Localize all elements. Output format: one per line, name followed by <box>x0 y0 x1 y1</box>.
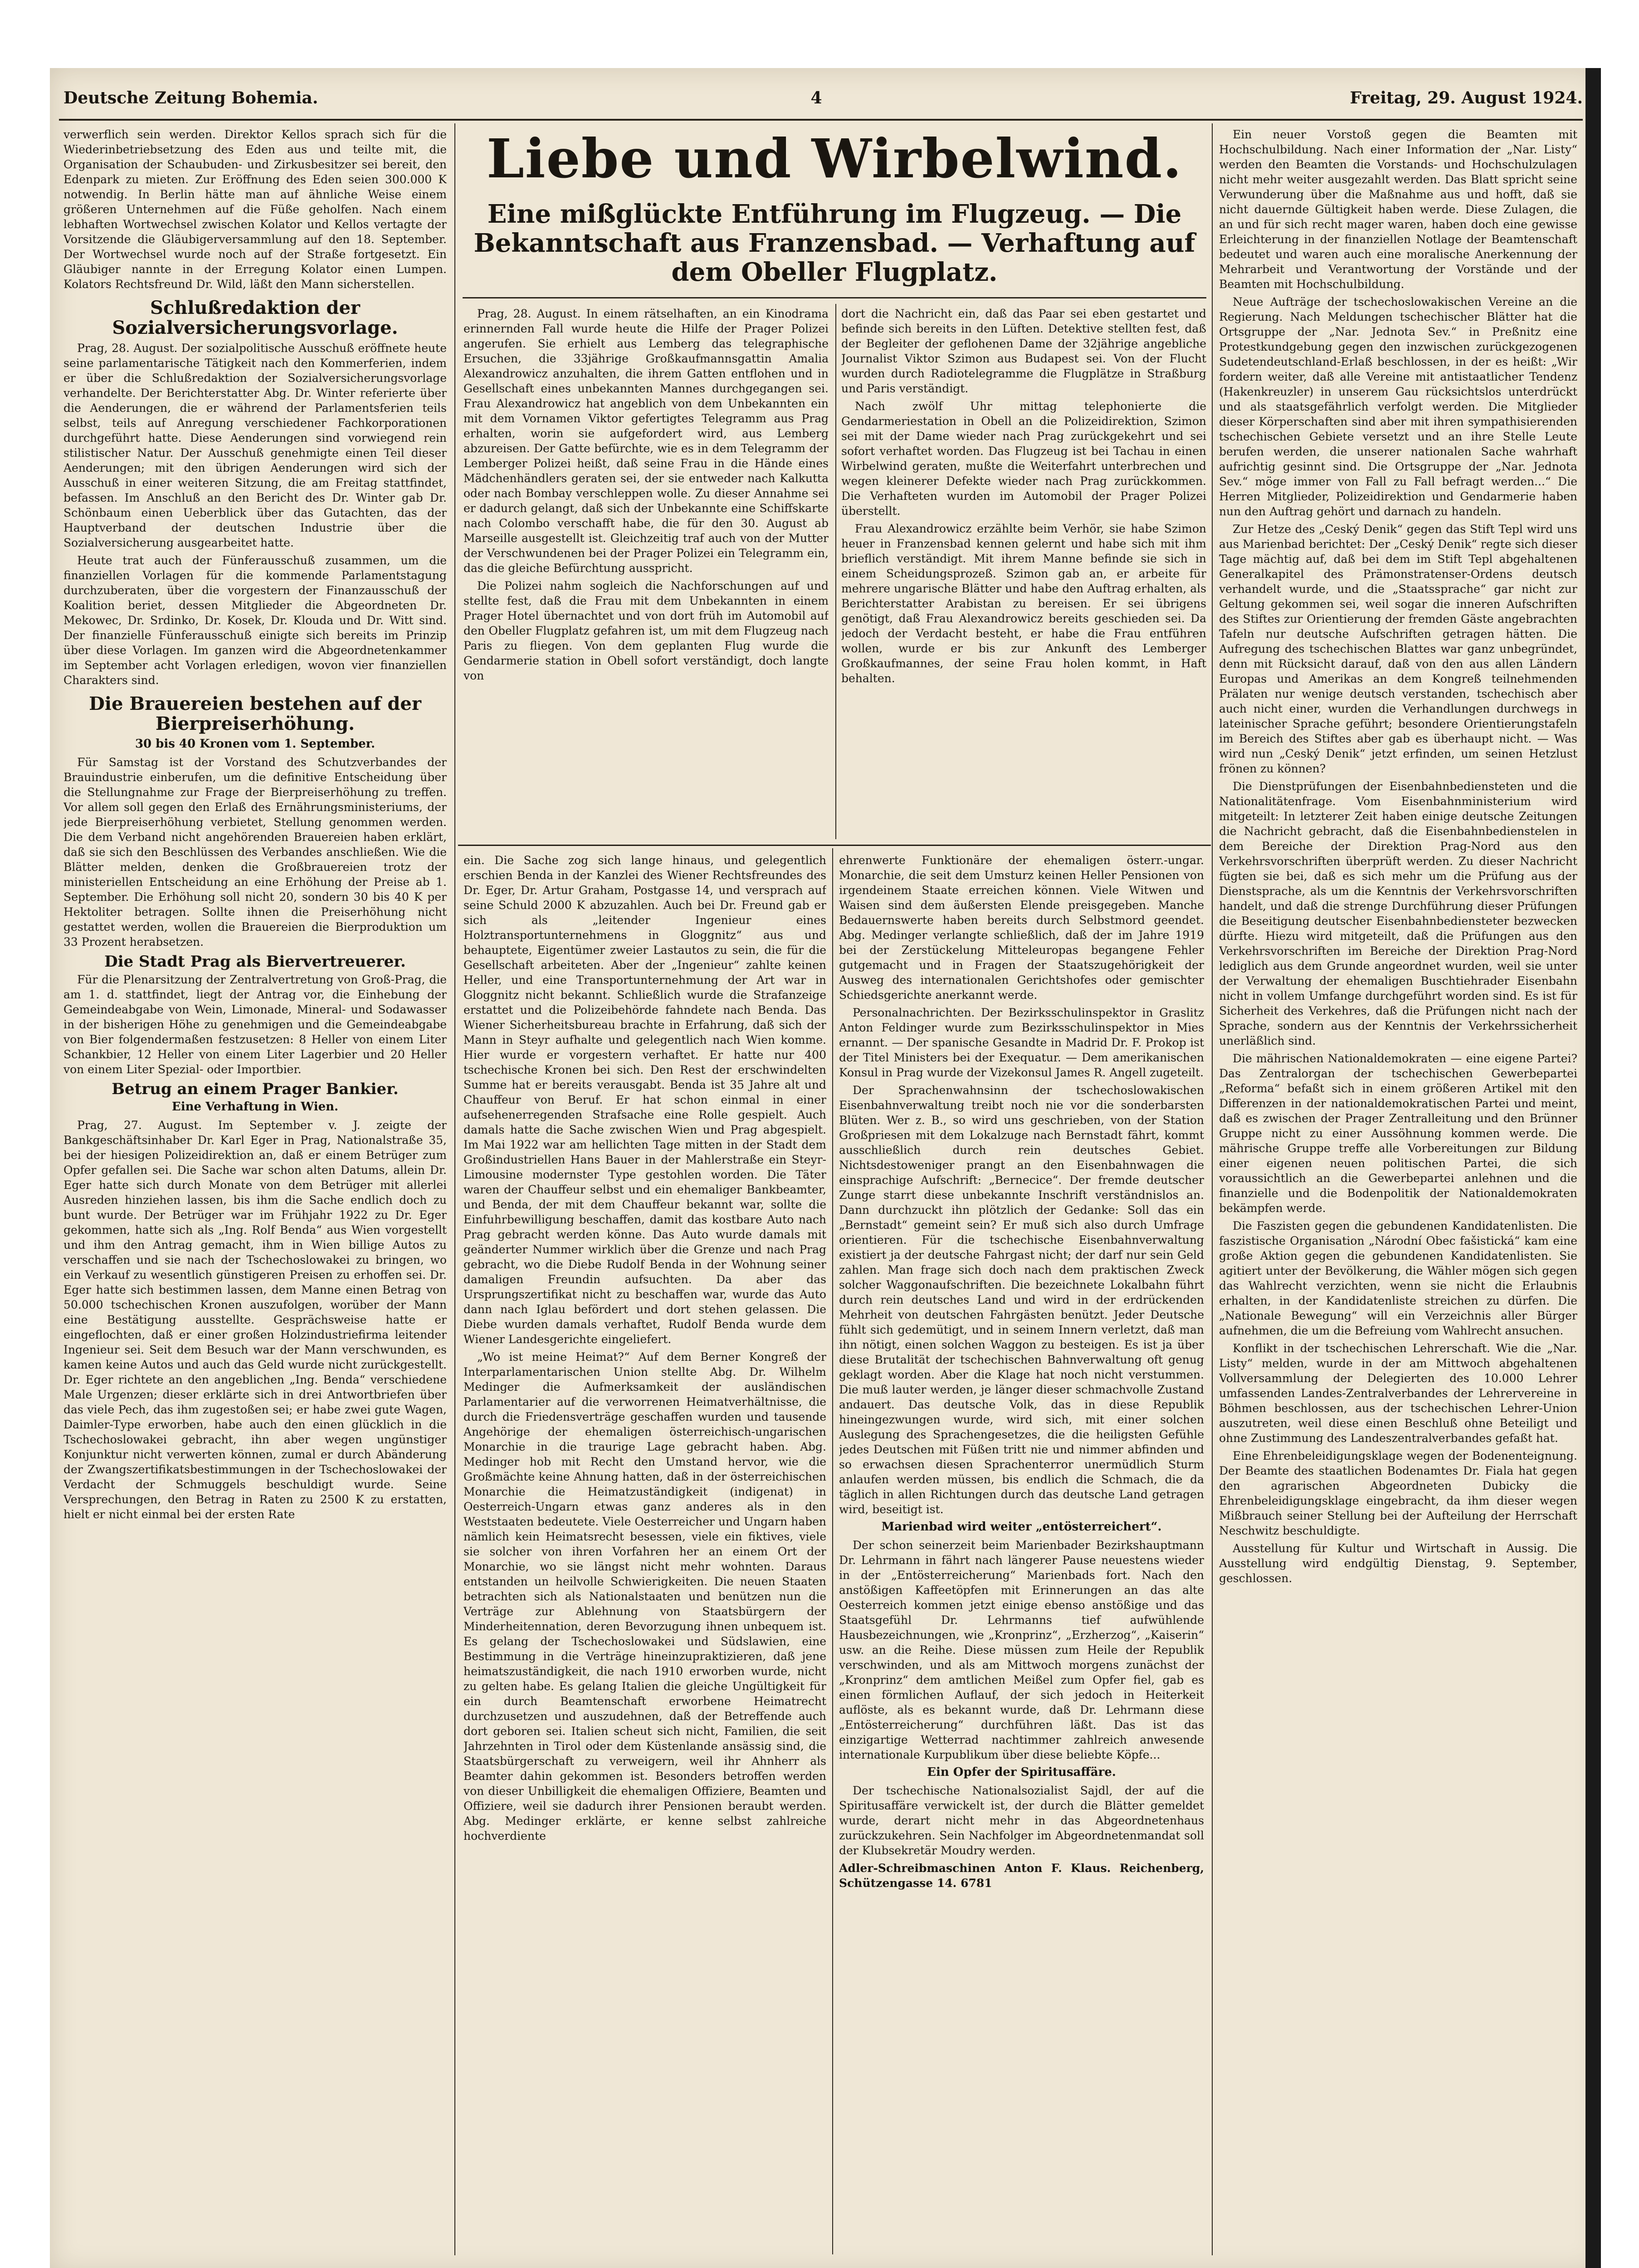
headline-stadt-prag: Die Stadt Prag als Biervertreuerer. <box>104 953 406 971</box>
newspaper-page <box>50 68 1601 2268</box>
article-text: Zur Hetze des „Ceský Denik“ gegen das Stift Tepl wird uns aus Marienbad berichtet: Der „Ceský Denik“ regte sich dieser Tage mächtig auf, daß bei dem im Stift Tepl abgehaltenen Generalkapitel des Prämonstratenser-Ordens deutsch verhandelt wurde, und die „Staatssprache“ gar nicht zur Geltung gekommen sei, weil sogar die inneren Aufschriften des Stiftes zur Orientierung der fremden Gäste angebrachten Tafeln nur deutsche Aufschriften getragen hätten. Die Aufregung des tschechischen Blattes war ganz unbegründet, denn mit Rücksicht darauf, daß von den aus allen Ländern Europas und Amerikas an dem Kongreß teilnehmenden Prälaten nur wenige deutsch verstanden, tschechisch aber auch nicht einer, wurden die Verhandlungen durchwegs in lateinischer Sprache geführt; besondere Orientierungstafeln im Bereich des Stiftes aber gab es überhaupt nicht. — Was wird nun „Ceský Denik“ jetzt erfinden, um seinen Hetzlust frönen zu können? <box>1219 523 1577 775</box>
page-number: 4 <box>810 88 822 108</box>
feature-deck: Eine mißglückte Entführung im Flugzeug. — Die Bekanntschaft aus Franzensbad. — Verhaftung auf dem Obeller Flugplatz. <box>473 199 1195 287</box>
article-text: Frau Alexandrowicz erzählte beim Verhör, sie habe Szimon heuer in Franzensbad kennen gelernt und habe sich mit ihm brieflich verständigt. Mit ihrem Manne befinde sie sich in einem Scheidungsprozeß. Szimon gab an, er arbeite für mehrere ungarische Blätter und habe den Auftrag erhalten, als Berichterstatter Arabistan zu bereisen. Er sei übrigens genötigt, daß Frau Alexandrowicz bereits geschieden sei. Da jedoch der Verdacht besteht, er habe die Frau entführen wollen, wurde er bis zur Ankunft des Lemberger Großkaufmannes, der seine Frau holen kommt, in Haft behalten. <box>841 522 1206 685</box>
article-text: Eine Ehrenbeleidigungsklage wegen der Bodenenteignung. Der Beamte des staatlichen Bodenamtes Dr. Fiala hat gegen den agrarischen Abgeordneten Dubicky die Ehrenbeleidigungsklage eingebracht, da ihm dieser wegen Mißbrauch seiner Stellung bei der Aufteilung der Herrschaft Neschwitz beschuldigte. <box>1219 1449 1577 1537</box>
feature-column-left <box>463 306 829 841</box>
column-divider <box>835 304 836 839</box>
masthead-date: Freitag, 29. August 1924. <box>1350 88 1583 108</box>
column-4 <box>839 853 1204 2254</box>
headline-marienbad: Marienbad wird weiter „entösterreichert“. <box>881 1520 1162 1534</box>
headline-spiritusaffaere: Ein Opfer der Spiritusaffäre. <box>927 1765 1116 1779</box>
article-text: Prag, 28. August. In einem rätselhaften, an ein Kinodrama erinnernden Fall wurde heute die Hilfe der Prager Polizei angerufen. Sie erhielt aus Lemberg das telegraphische Ersuchen, die 33jährige Großkaufmannsgattin Amalia Alexandrowicz anzuhalten, die ihrem Gatten entflohen und in Gesellschaft eines unbekannten Mannes durchgegangen sei. Frau Alexandrowicz hat angeblich von dem Unbekannten ein mit dem Vornamen Viktor gefertigtes Telegramm aus Prag erhalten, worin sie aufgefordert wird, aus Lemberg abzureisen. Der Gatte befürchte, wie es in dem Telegramm der Lemberger Polizei heißt, daß seine Frau in die Hände eines Mädchenhändlers geraten sei, der sie entweder nach Kalkutta oder nach Bombay verschleppen wolle. Zu dieser Annahme sei er dadurch gelangt, daß sich der Unbekannte eine Schiffskarte nach Colombo verschafft habe, die für den 30. August ab Marseille ausgestellt ist. Gleichzeitig traf auch von der Mutter der Verschwundenen bei der Prager Polizei ein Telegramm ein, das die gleiche Befürchtung ausspricht. <box>463 307 829 575</box>
column-divider <box>1212 123 1213 2255</box>
article-text: Der schon seinerzeit beim Marienbader Bezirkshauptmann Dr. Lehrmann in fährt nach längerer Pause neuestens wieder in der „Entösterreicherung“ Marienbads fort. Nach den anstößigen Kaffeetöpfen mit Erinnerungen an das alte Oesterreich kommen jetzt einige ebenso anstößige und das Staatsgefühl Dr. Lehrmanns tief aufwühlende Hausbezeichnungen, wie „Kronprinz“, „Erzherzog“, „Kaiserin“ usw. an die Reihe. Diese müssen zum Heile der Republik verschwinden, und als am Mittwoch morgens zunächst der „Kronprinz“ dem amtlichen Meißel zum Opfer fiel, gab es einen förmlichen Auflauf, der sich jedoch in Heiterkeit auflöste, als es bekannt wurde, daß Dr. Lehrmann diese „Entösterreicherung“ durchführen läßt. Das ist das einzigartige Wetterrad nachtimmer zahlreich anwesende internationale Kurpublikum über diese beliebte Köpfe... <box>839 1539 1204 1761</box>
column-1 <box>63 127 447 2254</box>
article-text: Der tschechische Nationalsozialist Sajdl, der auf die Spiritusaffäre verwickelt ist, der durch die Blätter gemeldet wurde, derart nicht mehr in das Abgeordnetenhaus zurückzukehren. Sein Nachfolger im Abgeordnetenmandat soll der Klubsekretär Moudry werden. <box>839 1784 1204 1857</box>
headline-sozialversicherung: Schlußredaktion der Sozialversicherungsvorlage. <box>112 297 398 338</box>
article-continuation: ein. Die Sache zog sich lange hinaus, und gelegentlich erschien Benda in der Kanzlei des Wiener Rechtsfreundes des Dr. Eger, Dr. Artur Graham, Postgasse 14, und versprach auf seine Schuld 2000 K abzuzahlen. Auch bei Dr. Freund gab er sich als „leitender Ingenieur eines Holztransportunternehmens in Gloggnitz“ aus und behauptete, Eigentümer zweier Lastautos zu sein, die für die Gesellschaft arbeiteten. Aber der „Ingenieur“ zahlte keinen Heller, und eine Transportunternehmung der Art war in Gloggnitz nicht bekannt. Schließlich wurde die Strafanzeige erstattet und die Polizeibehörde fahndete nach Benda. Das Wiener Sicherheitsbureau brachte in Erfahrung, daß sich der Mann in Steyr aufhalte und gelegentlich nach Wien komme. Hier wurde er vorgestern verhaftet. Er hatte nur 400 tschechische Kronen bei sich. Den Rest der erschwindelten Summe hat er bereits verausgabt. Benda ist 35 Jahre alt und Chauffeur von Beruf. Er hat schon einmal in einer aufsehenerregenden Strafsache eine Rolle gespielt. Auch damals hatte die Sache zwischen Wien und Prag abgespielt. Im Mai 1922 war am hellichten Tage mitten in der Stadt dem Großindustriellen Hans Bauer in der Mahlerstraße ein Steyr-Limousine modernster Type gestohlen worden. Die Täter waren der Chauffeur selbst und ein ehemaliger Bankbeamter, und Benda, der mit dem Chauffeur bekannt war, sollte die Einfuhrbewilligung beschaffen, damit das kostbare Auto nach Prag gebracht werden könne. Das Auto wurde damals mit geänderter Nummer wirklich über die Grenze und nach Prag gebracht, wo die Diebe Rudolf Benda in der Wohnung seiner damaligen Freundin aufsuchten. Da aber das Ursprungszertifikat nicht zu beschaffen war, wurde das Auto dann nach Iglau befördert und dort stehen gelassen. Die Diebe wurden damals verhaftet, Rudolf Benda wurde dem Wiener Landesgerichte eingeliefert. <box>463 854 826 1346</box>
article-text: Nach zwölf Uhr mittag telephonierte die Gendarmeriestation in Obell an die Polizeidirektion, Szimon sei mit der Dame wieder nach Prag zurückgekehrt und sei sofort verhaftet worden. Das Flugzeug ist bei Tachau in einen Wirbelwind geraten, mußte die Weiterfahrt unterbrechen und wegen kleinerer Defekte wieder nach Prag zurückkommen. Die Verhafteten wurden im Automobil der Prager Polizei überstellt. <box>841 400 1206 518</box>
article-text: Neue Aufträge der tschechoslowakischen Vereine an die Regierung. Nach Meldungen tschechischer Blätter hat die Ortsgruppe der „Nar. Jednota Sev.“ in Preßnitz eine Protestkundgebung gegen den inzwischen zurückgezogenen Sudetendeutschland-Erlaß beschlossen, in der es heißt: „Wir fordern weiter, daß alle Vereine mit antistaatlicher Tendenz (Hakenkreuzler) in unserem Gau rücksichtslos unterdrückt und als staatsgefährlich verfolgt werden. Die Mitglieder dieser Körperschaften sind aber mit ihren sympathisierenden tschechischen Gebiete versetzt und an ihre Stelle Leute berufen werden, die unserer nationalen Sache wahrhaft aufrichtig gesinnt sind. Die Ortsgruppe der „Nar. Jednota Sev.“ möge immer von Fall zu Fall befragt werden...“ Die Herren Mitglieder, Polizeidirektion und Gendarmerie haben nun den Auftrag gehört und darnach zu handeln. <box>1219 295 1577 518</box>
column-divider <box>454 123 455 2255</box>
column-divider <box>832 848 833 2254</box>
article-text: Für Samstag ist der Vorstand des Schutzverbandes der Brauindustrie einberufen, um die definitive Entscheidung über die Stellungnahme zur Frage der Bierpreiserhöhung zu treffen. Vor allem soll gegen den Erlaß des Ernährungsministeriums, der jede Bierpreiserhöhung verbietet, Stellung genommen werden. Die dem Verband nicht angehörenden Brauereien haben erklärt, daß sie sich den Beschlüssen des Verbandes anschließen. Wie die Blätter melden, denken die Großbrauereien trotz der ministeriellen Entscheidung an eine Erhöhung der Preise ab 1. September. Die Erhöhung soll nicht 20, sondern 30 bis 40 K per Hektoliter betragen. Sollte ihnen die Preiserhöhung nicht gestattet werden, wollen die Brauereien die Bierproduktion um 33 Prozent herabsetzen. <box>63 756 447 948</box>
feature-column-right <box>841 306 1206 841</box>
column-5 <box>1219 127 1577 2254</box>
article-text: Ein neuer Vorstoß gegen die Beamten mit Hochschulbildung. Nach einer Information der „Nar. Listy“ werden den Beamten die Vorstands- und Hochschulzulagen nicht mehr weiter ausgezahlt werden. Das Blatt spricht seine Verwunderung über die Maßnahme aus und hofft, daß sie nicht dauernde Gültigkeit haben werde. Diese Zulagen, die an und für sich recht mager waren, haben doch eine gewisse Erleichterung in der finanziellen Notlage der Beamtenschaft bedeutet und waren auch eine moralische Anerkennung der Mehrarbeit und Verantwortung der Vorstände und der Beamten mit Hochschulbildung. <box>1219 128 1577 291</box>
article-text: Die mährischen Nationaldemokraten — eine eigene Partei? Das Zentralorgan der tschechischen Gewerbepartei „Reforma“ befaßt sich in einem größeren Artikel mit den Differenzen in der nationaldemokratischen Partei und meint, daß es zwischen der Prager Zentralleitung und den Brünner Gruppe nicht zu einer Aussöhnung kommen werde. Die mährische Gruppe treffe alle Vorbereitungen zur Bildung einer eigenen neuen politischen Partei, die sich voraussichtlich an die Gewerbepartei anlehnen und die finanzielle und die Bodenpolitik der Nationaldemokraten bekämpfen werde. <box>1219 1052 1577 1215</box>
article-text: Personalnachrichten. Der Bezirksschulinspektor in Graslitz Anton Feldinger wurde zum Bezirksschulinspektor in Mies ernannt. — Der spanische Gesandte in Madrid Dr. F. Prokop ist der Titel Ministers bei der Exequatur. — Dem amerikanischen Konsul in Prag wurde der Vizekonsul James R. Angell zugeteilt. <box>839 1006 1204 1079</box>
article-text: Konflikt in der tschechischen Lehrerschaft. Wie die „Nar. Listy“ melden, wurde in der am Mittwoch abgehaltenen Vollversammlung der Delegierten des 10.000 Lehrer umfassenden Landes-Zentralverbandes der Lehrervereine in Böhmen beschlossen, aus der tschechischen Lehrer-Union auszutreten, weil diese einen Beschluß ohne Beteiligt und ohne Zustimmung des Landeszentralverbandes gefaßt hat. <box>1219 1342 1577 1445</box>
masthead-paper-name: Deutsche Zeitung Bohemia. <box>63 88 318 108</box>
masthead-rule <box>59 119 1583 121</box>
article-text: Die Polizei nahm sogleich die Nachforschungen auf und stellte fest, daß die Frau mit dem Unbekannten in einem Prager Hotel übernachtet und von dort früh im Automobil auf den Obeller Flugplatz gefahren ist, um mit dem Flugzeug nach Paris zu fliegen. Von dem geplanten Flug wurde die Gendarmerie station in Obell sofort verständigt, doch langte von <box>463 579 829 682</box>
scan-binding-edge <box>1585 68 1601 2268</box>
article-text: Ausstellung für Kultur und Wirtschaft in Aussig. Die Ausstellung wird endgültig Dienstag, 9. September, geschlossen. <box>1219 1542 1577 1585</box>
article-continuation: verwerflich sein werden. Direktor Kellos sprach sich für die Wiederinbetriebsetzung des Eden aus und teilte mit, die Organisation der Schaubuden- und Zirkusbesitzer sei bereit, den Edenpark zu mieten. Zur Eröffnung des Eden seien 300.000 K notwendig. In Berlin hätte man auf ähnliche Weise einem größeren Unternehmen auf die Füße geholfen. Nach einem lebhaften Wortwechsel zwischen Kolator und Kellos vertagte der Vorsitzende die Gläubigerversammlung auf den 18. September. Der Wortwechsel wurde noch auf der Straße fortgesetzt. Ein Gläubiger nannte in der Erregung Kolator einen Lumpen. Kolators Rechtsfreund Dr. Wild, läßt den Mann sicherstellen. <box>63 128 447 291</box>
article-text: dort die Nachricht ein, daß das Paar sei eben gestartet und befinde sich bereits in den Lüften. Detektive stellten fest, daß der Begleiter der geflohenen Dame der 32jährige angebliche Journalist Viktor Szimon aus Budapest sei. Von der Flucht wurden durch Radiotelegramme die Flugplätze in Straßburg und Paris verständigt. <box>841 307 1206 395</box>
article-continuation: ehrenwerte Funktionäre der ehemaligen österr.-ungar. Monarchie, die seit dem Umsturz keinen Heller Pensionen von irgendeinem Staate erreichen können. Viele Witwen und Waisen sind dem äußersten Elende preisgegeben. Manche Bedauernswerte haben bereits durch Selbstmord geendet. Abg. Medinger verlangte schließlich, daß der im Jahre 1919 bei der Zerstückelung Mitteleuropas begangene Fehler gutgemacht und in Fragen der Staatszugehörigkeit der Ausweg des internationalen Gerichtshofes oder gemischter Schiedsgerichte anerkannt werde. <box>839 854 1204 1002</box>
column-3 <box>463 853 826 2254</box>
subheadline: Eine Verhaftung in Wien. <box>171 1100 339 1114</box>
article-text: Prag, 27. August. Im September v. J. zeigte der Bankgeschäftsinhaber Dr. Karl Eger in Prag, Nationalstraße 35, bei der hiesigen Polizeidirektion an, daß er einem Betrüger zum Opfer gefallen sei. Die Sache war schon alten Datums, allein Dr. Eger hatte sich durch Monate von dem Betrüger mit allerlei Ausreden hinziehen lassen, bis ihm die Sache endlich doch zu bunt wurde. Der Betrüger war im Frühjahr 1922 zu Dr. Eger gekommen, hatte sich als „Ing. Rolf Benda“ aus Wien vorgestellt und ihm den Antrag gemacht, ihm in Wien billige Autos zu verschaffen und sie nach der Tschechoslowakei zu bringen, wo ein Verkauf zu wesentlich günstigeren Preisen zu erhoffen sei. Dr. Eger hatte sich bestimmen lassen, dem Manne einen Betrag von 50.000 tschechischen Kronen auszufolgen, worüber der Mann eine Bestätigung ausstellte. Gesprächsweise hatte er eingeflochten, daß er einer großen Holzindustriefirma leitender Ingenieur sei. Seit dem Besuch war der Mann verschwunden, es kamen keine Autos und auch das Geld wurde nicht zurückgestellt. Dr. Eger richtete an den angeblichen „Ing. Benda“ verschiedene Male Urgenzen; dieser erklärte sich in drei Antwortbriefen über das viele Pech, das ihm zugestoßen sei; er habe zwei gute Wagen, Daimler-Type erworben, habe auch den einen glücklich in die Tschechoslowakei gebracht, ihn aber wegen ungünstiger Konjunktur nicht verwerten können, zumal er durch Abänderung der Zwangszertifikatsbestimmungen in der Tschechoslowakei der Verdacht der Schmuggels beschuldigt wurde. Seine Versprechungen, den Betrag in Raten zu 2500 K zu erstatten, hielt er nicht einmal bei der ersten Rate <box>63 1119 447 1521</box>
feature-headline: Liebe und Wirbelwind. <box>486 127 1183 190</box>
article-text: „Wo ist meine Heimat?“ Auf dem Berner Kongreß der Interparlamentarischen Union stellte Abg. Dr. Wilhelm Medinger die Aufmerksamkeit der ausländischen Parlamentarier auf die verworrenen Heimatverhältnisse, die durch die Friedensverträge geschaffen wurden und tausende Angehörige der ehemaligen österreichisch-ungarischen Monarchie in die traurige Lage gebracht haben. Abg. Medinger hob mit Recht den Umstand hervor, wie die Großmächte keine Ahnung hatten, daß in der österreichischen Monarchie die Heimatzuständigkeit (indigenat) in Oesterreich-Ungarn etwas ganz anderes als in den Weststaaten bedeutete. Viele Oesterreicher und Ungarn haben nämlich kein Heimatsrecht besessen, viele ein fiktives, viele sie solcher von ihren Vorfahren her an einem Ort der Monarchie, wo sie längst nicht mehr wohnten. Daraus entstanden un heilvolle Schwierigkeiten. Die neuen Staaten betrachten sich als Nationalstaaten und benützen nun die Verträge zur Ablehnung von Staatsbürgern der Minderheitennation, deren Bevorzugung ihnen unbequem ist. Es gelang der Tschechoslowakei und Südslawien, eine Bestimmung in die Verträge hineinzupraktizieren, daß jene heimatszuständigkeit, die nach 1910 erworben wurde, nicht zu gelten habe. Es gelang Italien die gleiche Ungültigkeit für ein durch Beamtenschaft erworbene Heimatrecht durchzusetzen und auszudehnen, daß der Betreffende auch dort geboren sei. Italien scheut sich nicht, Familien, die seit Jahrzehnten in Tirol oder dem Küstenlande ansässig sind, die Staatsbürgerschaft zu verweigern, weil ihr Ahnherr als Beamter dahin gekommen ist. Besonders betroffen werden von dieser Unbilligkeit die ehemaligen Offiziere, Beamten und Offiziere, weil sie dadurch ihrer Pensionen beraubt werden. Abg. Medinger erklärte, er kenne selbst zahlreiche hochverdiente <box>463 1350 826 1843</box>
subheadline: 30 bis 40 Kronen vom 1. September. <box>135 737 376 751</box>
feature-deck-rule <box>463 297 1206 298</box>
article-text: Die Dienstprüfungen der Eisenbahnbediensteten und die Nationalitätenfrage. Vom Eisenbahnministerium wird mitgeteilt: In letzterer Zeit haben einige deutsche Zeitungen die Nachricht gebracht, daß die Eisenbahnbedienstelen in dem Bereiche der Direktion Prag-Nord aus den Verkehrsvorschriften überprüft werden. Zu dieser Nachricht fügten sie bei, daß es sich mehr um die Prüfung aus der Dienstsprache, als um die Kenntnis der Verkehrsvorschriften handelt, und daß die strenge Durchführung dieser Prüfungen die Beseitigung deutscher Eisenbahnbediensteter bezwecken dürfte. Hiezu wird mitgeteilt, daß die Prüfungen aus den Verkehrsvorschriften im Bereiche der Direktion Prag-Nord lediglich aus dem Grunde angeordnet wurden, weil sie unter der Verwaltung der ehemaligen Buschtiehrader Eisenbahn nicht in vollem Umfange durchgeführt worden sind. Es ist für Sicherheit des Verkehres, daß die Prüfungen nicht nach der Sprache, sondern aus der Kenntnis der Verkehrssicherheit unerläßlich sind. <box>1219 780 1577 1047</box>
article-text: Für die Plenarsitzung der Zentralvertretung von Groß-Prag, die am 1. d. stattfindet, liegt der Antrag vor, die Einhebung der Gemeindeabgabe von Wein, Limonade, Mineral- und Sodawasser in der bisherigen Höhe zu genehmigen und die Gemeindeabgabe von Bier folgendermaßen festzusetzen: 8 Heller von einem Liter Schankbier, 12 Heller von einem Liter Lagerbier und 20 Heller von einem Liter Spezial- oder Importbier. <box>63 973 447 1076</box>
article-text: Heute trat auch der Fünferausschuß zusammen, um die finanziellen Vorlagen für die kommende Parlamentstagung durchzuberaten, über die vorgestern der Finanzausschuß der Koalition beriet, dessen Mitglieder die Abgeordneten Dr. Mekowec, Dr. Srdinko, Dr. Kosek, Dr. Klouda und Dr. Witt sind. Der finanzielle Fünferausschuß einigte sich bereits im Prinzip über diese Vorlagen. Im ganzen wird die Abgeordnetenkammer im September acht Vorlagen erledigen, wovon vier finanziellen Charakters sind. <box>63 554 447 687</box>
advertisement: Adler-Schreibmaschinen Anton F. Klaus. Reichenberg, Schützengasse 14. 6781 <box>839 1862 1204 1890</box>
feature-box-rule <box>458 845 1211 846</box>
headline-betrug: Betrug an einem Prager Bankier. <box>112 1080 399 1098</box>
headline-brauereien: Die Brauereien bestehen auf der Bierpreiserhöhung. <box>89 693 421 734</box>
article-text: Die Faszisten gegen die gebundenen Kandidatenlisten. Die faszistische Organisation „Národní Obec fašistická“ kam eine große Aktion gegen die gebundenen Kandidatenlisten. Sie agitiert unter der Bevölkerung, die Wähler mögen sich gegen das Wahlrecht verzichten, wenn sie nicht die Erlaubnis erhalten, in der Kandidatenliste streichen zu dürfen. Die „Nationale Bewegung“ will ein Verzeichnis aller Bürger aufnehmen, die um die Befreiung vom Wahlrecht ansuchen. <box>1219 1219 1577 1337</box>
article-text: Der Sprachenwahnsinn der tschechoslowakischen Eisenbahnverwaltung treibt noch nie vor die sonderbarsten Blüten. Wer z. B., so wird uns geschrieben, von der Station Großpriesen mit dem Lokalzuge nach Bernstadt fährt, kommt ausschließlich durch rein deutsches Gebiet. Nichtsdestoweniger prangt an den Eisenbahnwagen die einsprachige Aufschrift: „Bernecice“. Der fremde deutscher Zunge starrt diese unbekannte Inschrift verständnislos an. Dann durchzuckt ihn plötzlich der Gedanke: Soll das ein „Bernstadt“ gemeint sein? Er muß sich also durch Umfrage orientieren. Für die tschechische Eisenbahnverwaltung existiert ja der deutsche Fahrgast nicht; der darf nur sein Geld zahlen. Man frage sich doch nach dem praktischen Zweck solcher Waggonaufschriften. Die bezeichnete Lokalbahn führt durch rein deutsches Land und wird in der erdrückenden Mehrheit von deutschen Fahrgästen benützt. Jeder Deutsche fühlt sich gedemütigt, und in seinem Innern verletzt, daß man ihn nötigt, einen solchen Waggon zu besteigen. Es ist ja über diese Brutalität der tschechischen Bahnverwaltung oft genug geklagt worden. Aber die Klage hat noch nicht verstummen. Die muß lauter werden, je länger dieser schmachvolle Zustand andauert. Das deutsche Volk, das in diese Republik hineingezwungen wurde, wird sich, mit einer solchen Auslegung des Sprachengesetzes, die die heiligsten Gefühle jedes Deutschen mit Füßen tritt nie und nimmer abfinden und so erwachsen diesen Sprachenterror unermüdlich Sturm anlaufen werden müssen, bis endlich die Schmach, die da täglich in allen Richtungen durch das deutsche Land getragen wird, beseitigt ist. <box>839 1084 1204 1516</box>
article-text: Prag, 28. August. Der sozialpolitische Ausschuß eröffnete heute seine parlamentarische Tätigkeit nach den Kommerferien, indem er über die Schlußredaktion der Sozialversicherungsvorlage verhandelte. Der Berichterstatter Abg. Dr. Winter referierte über die Aenderungen, die er während der Parlamentsferien teils selbst, teils auf Anregung verschiedener Fachkorporationen durchgeführt hatte. Diese Aenderungen sind vorwiegend rein stilistischer Natur. Der Ausschuß genehmigte einen Teil dieser Aenderungen; mit den übrigen Aenderungen wird sich der Ausschuß in einer weiteren Sitzung, die am Freitag stattfindet, befassen. Im Anschluß an den Bericht des Dr. Winter gab Dr. Schönbaum einen Ueberblick über das Gutachten, das der Hauptverband der deutschen Industrie über die Sozialversicherung ausgearbeitet hatte. <box>63 342 447 549</box>
